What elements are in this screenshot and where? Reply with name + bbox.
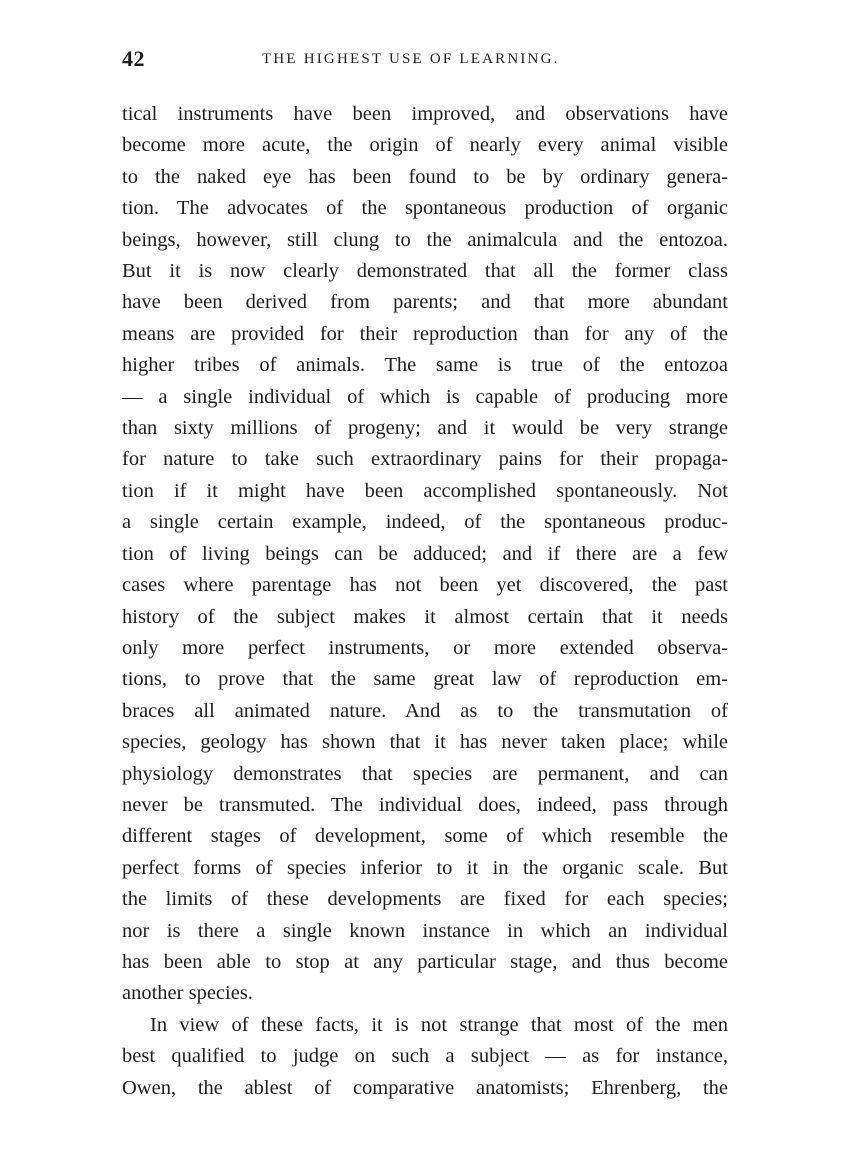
text-line: cases where parentage has not been yet discovered, the past — [122, 574, 728, 597]
text-line: nor is there a single known instance in which an individual — [122, 919, 728, 942]
text-line: physiology demonstrates that species are permanent, and can — [122, 762, 728, 785]
text-line: only more perfect instruments, or more extended observa- — [122, 636, 728, 659]
text-line: — a single individual of which is capable of producing more — [122, 385, 728, 408]
paragraph-1 — [122, 99, 728, 1010]
text-line: for nature to take such extraordinary pains for their propaga- — [122, 448, 728, 471]
text-line: a single certain example, indeed, of the spontaneous produc- — [122, 511, 728, 534]
text-line: history of the subject makes it almost certain that it needs — [122, 605, 728, 628]
paragraph-2 — [122, 1010, 728, 1104]
text-line: Owen, the ablest of comparative anatomists; Ehrenberg, the — [122, 1076, 728, 1099]
text-line: has been able to stop at any particular stage, and thus become — [122, 950, 728, 973]
text-line: braces all animated nature. And as to the transmutation of — [122, 699, 728, 722]
text-line: But it is now clearly demonstrated that all the former class — [122, 260, 728, 283]
text-line: another species. — [122, 982, 253, 1005]
text-line: perfect forms of species inferior to it in the organic scale. But — [122, 856, 728, 879]
text-line: best qualified to judge on such a subject — as for instance, — [122, 1045, 728, 1068]
text-line: to the naked eye has been found to be by ordinary genera- — [122, 165, 728, 188]
text-line: the limits of these developments are fixed for each species; — [122, 888, 728, 911]
text-line: different stages of development, some of which resemble the — [122, 825, 728, 848]
text-line: species, geology has shown that it has never taken place; while — [122, 731, 728, 754]
text-line: tion. The advocates of the spontaneous production of organic — [122, 197, 728, 220]
text-line: higher tribes of animals. The same is true of the entozoa — [122, 354, 728, 377]
page-header — [122, 46, 728, 76]
text-line: beings, however, still clung to the animalcula and the entozoa. — [122, 228, 728, 251]
text-line: In view of these facts, it is not strange that most of the men — [150, 1013, 728, 1036]
running-head: THE HIGHEST USE OF LEARNING. — [262, 51, 560, 67]
text-line: become more acute, the origin of nearly every animal visible — [122, 134, 728, 157]
text-line: tion if it might have been accomplished spontaneously. Not — [122, 479, 728, 502]
text-line: than sixty millions of progeny; and it would be very strange — [122, 417, 728, 440]
text-line: tical instruments have been improved, and observations have — [122, 103, 728, 125]
text-line: never be transmuted. The individual does, indeed, pass through — [122, 793, 728, 816]
page-number: 42 — [122, 46, 145, 71]
text-line: tion of living beings can be adduced; and if there are a few — [122, 542, 728, 565]
text-line: means are provided for their reproduction than for any of the — [122, 322, 728, 345]
body-text — [122, 99, 728, 1104]
text-line: have been derived from parents; and that more abundant — [122, 291, 728, 314]
text-line: tions, to prove that the same great law of reproduction em- — [122, 668, 728, 691]
